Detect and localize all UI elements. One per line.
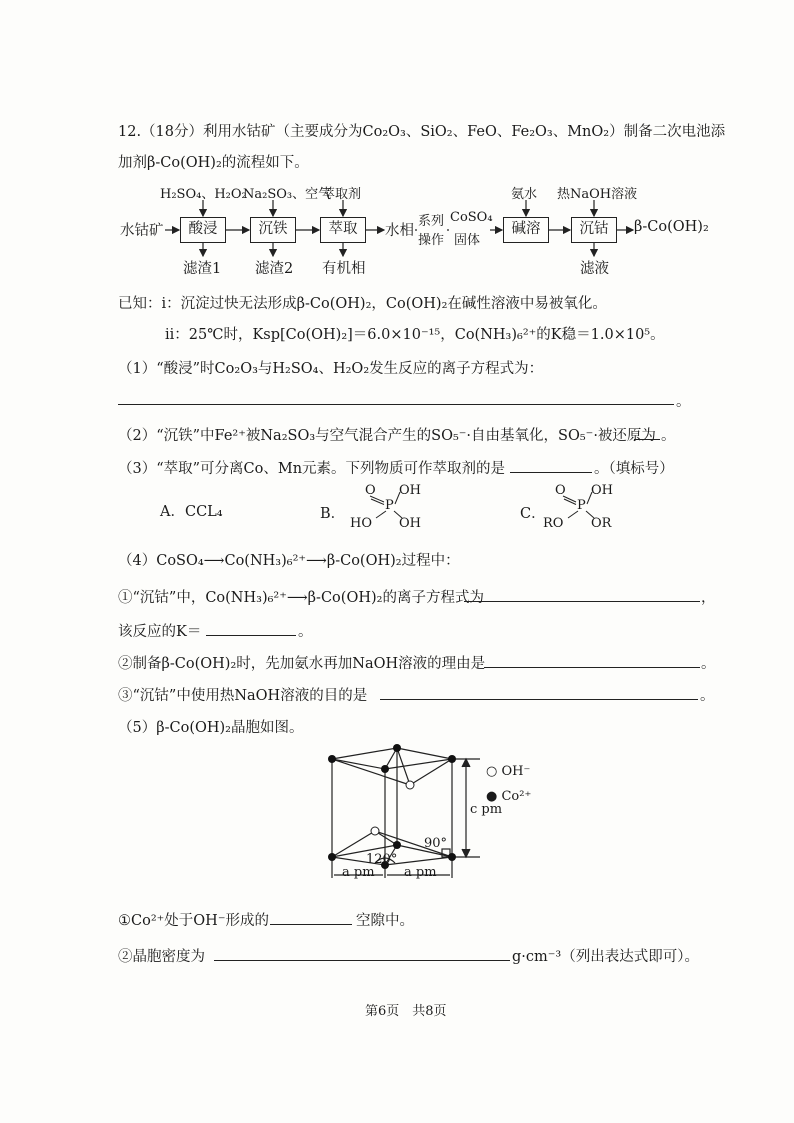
atom-o: O	[555, 483, 566, 498]
q4-s2-answer-line[interactable]	[484, 667, 700, 668]
label-angle90: 90°	[424, 836, 448, 851]
coso4-2: 固体	[454, 233, 481, 248]
label-edge-a2: a pm	[404, 865, 437, 880]
q1-text: （1）“酸浸”时Co₂O₃与H₂SO₄、H₂O₂发生反应的离子方程式为：	[118, 361, 544, 377]
reagent-extractant: 萃取剂	[322, 187, 362, 202]
legend-oh-icon: ○	[486, 764, 498, 779]
legend-oh	[486, 764, 530, 779]
q4-s3: ③“沉钴”中使用热NaOH溶液的目的是	[118, 688, 368, 704]
q3-option-b-label: B．	[320, 506, 346, 522]
q5-text: （5）β-Co(OH)₂晶胞如图。	[118, 720, 304, 736]
step-iron-removal: 沉铁	[250, 217, 296, 243]
reagent-naoh: 热NaOH溶液	[557, 187, 638, 202]
label-angle120: 120°	[366, 852, 398, 867]
label-edge-a1: a pm	[342, 865, 375, 880]
reagent-na2so3: Na₂SO₃、空气	[243, 187, 332, 202]
atom-p: P	[577, 498, 586, 513]
group-or: OR	[591, 516, 612, 531]
reagent-ammonia: 氨水	[511, 187, 538, 202]
q5-s1-end: 空隙中。	[356, 913, 414, 929]
known-ii: ii：25℃时，Ksp[Co(OH)₂]＝6.0×10⁻¹⁵，Co(NH₃)₆²⁺的K稳＝1.0×10⁵。	[165, 327, 665, 343]
q4-s3-answer-line[interactable]	[380, 699, 698, 700]
water-phase: 水相	[385, 223, 414, 239]
unit-cell-svg	[320, 735, 550, 885]
legend-co-label: Co²⁺	[501, 789, 532, 804]
group-oh: OH	[591, 483, 613, 498]
q4-s1b: 该反应的K＝	[118, 624, 202, 640]
q4-s3-end: 。	[700, 688, 715, 704]
q3-text: （3）“萃取”可分离Co、Mn元素。下列物质可作萃取剂的是	[118, 461, 506, 477]
flow-input: 水钴矿	[120, 223, 164, 239]
waste-filtrate: 滤液	[580, 261, 609, 277]
group-oh: OH	[399, 516, 421, 531]
step-extraction: 萃取	[320, 217, 366, 243]
q5-s1: ①Co²⁺处于OH⁻形成的	[118, 913, 269, 929]
legend-co-icon: ●	[486, 789, 498, 804]
series-op-1: 系列	[418, 214, 445, 229]
waste-residue1: 滤渣1	[183, 261, 222, 277]
q4-s2: ②制备β-Co(OH)₂时，先加氨水再加NaOH溶液的理由是	[118, 656, 486, 672]
waste-organic: 有机相	[322, 261, 366, 277]
q3-end: 。（填标号）	[594, 461, 674, 477]
q4-s2-end: 。	[701, 656, 716, 672]
structure-b-bonds	[340, 480, 430, 535]
question-line2: 加剂β-Co(OH)₂的流程如下。	[118, 155, 309, 171]
atom-p: P	[385, 498, 394, 513]
q1-answer-line[interactable]	[118, 404, 674, 405]
group-oh: OH	[399, 483, 421, 498]
coso4-1: CoSO₄	[450, 210, 493, 225]
q3-answer-line[interactable]	[510, 472, 592, 473]
step-acid-leach: 酸浸	[180, 217, 226, 243]
q3-option-c-label: C．	[520, 506, 546, 522]
q4-s1-answer-line[interactable]	[464, 601, 700, 602]
known-i: 已知：i：沉淀过快无法形成β-Co(OH)₂，Co(OH)₂在碱性溶液中易被氧化。	[118, 296, 607, 312]
q5-s1-answer-line[interactable]	[270, 924, 352, 925]
q3-option-a: A．CCL₄	[160, 504, 223, 520]
group-ho: HO	[350, 516, 372, 531]
legend-oh-label: OH⁻	[501, 764, 531, 779]
page-footer: 第6页 共8页	[365, 1004, 447, 1019]
group-ro: RO	[543, 516, 564, 531]
q5-s2-end: g·cm⁻³（列出表达式即可）。	[512, 949, 699, 965]
q4-s1-end: ，	[701, 590, 716, 606]
atom-o: O	[365, 483, 376, 498]
q2-text: （2）“沉铁”中Fe²⁺被Na₂SO₃与空气混合产生的SO₅⁻·自由基氧化，SO₅⁻·被还原为	[118, 428, 656, 444]
q1-end: 。	[676, 394, 691, 410]
reagent-acid: H₂SO₄、H₂O₂	[160, 187, 247, 202]
step-alkali-dissolve: 碱溶	[503, 217, 549, 243]
q4-k-answer-line[interactable]	[206, 635, 296, 636]
structure-c-bonds	[532, 480, 622, 535]
flow-product: β-Co(OH)₂	[634, 219, 709, 235]
q2-end: 。	[661, 428, 676, 444]
q4-s1b-end: 。	[298, 624, 313, 640]
question-line1: 12.（18分）利用水钴矿（主要成分为Co₂O₃、SiO₂、FeO、Fe₂O₃、MnO₂）制备二次电池添	[118, 124, 726, 140]
q4-s1: ①“沉钴”中，Co(NH₃)₆²⁺⟶β-Co(OH)₂的离子方程式为	[118, 590, 484, 606]
series-op-2: 操作	[418, 233, 445, 248]
q2-answer-line[interactable]	[634, 439, 660, 440]
waste-residue2: 滤渣2	[255, 261, 294, 277]
label-height: c pm	[470, 802, 503, 817]
q5-s2-answer-line[interactable]	[214, 960, 510, 961]
q4-text: （4）CoSO₄⟶Co(NH₃)₆²⁺⟶β-Co(OH)₂过程中：	[118, 553, 460, 569]
flow-arrows	[0, 0, 794, 300]
step-cobalt-precip: 沉钴	[571, 217, 617, 243]
q5-s2: ②晶胞密度为	[118, 949, 205, 965]
